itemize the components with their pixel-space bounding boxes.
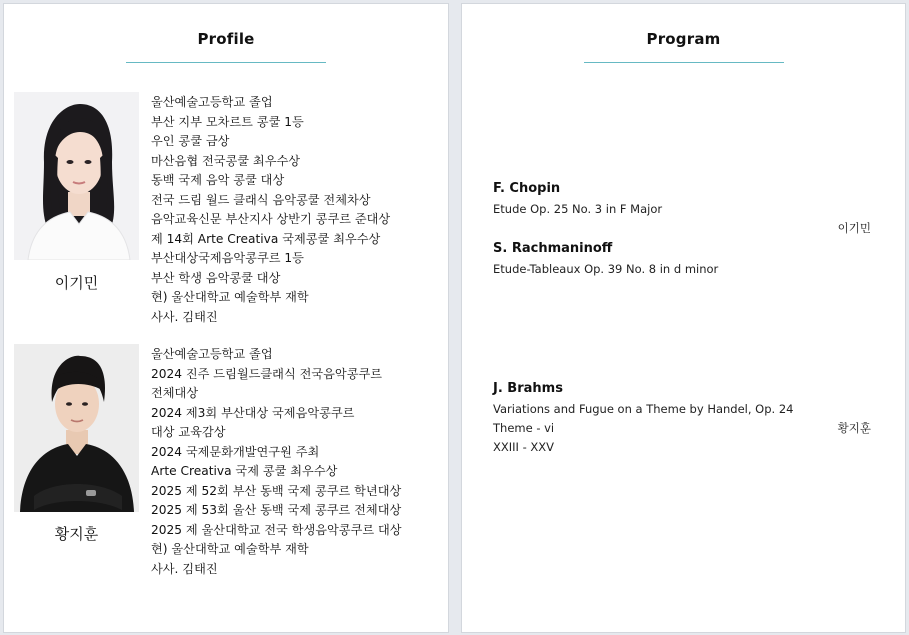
program-page — [461, 3, 906, 633]
performer-bio-2 — [151, 345, 402, 579]
performer-bio-1 — [151, 93, 390, 327]
bio-line: Arte Creativa 국제 콩쿨 최우수상 — [151, 464, 338, 478]
bio-line: 마산음협 전국콩쿨 최우수상 — [151, 153, 301, 168]
bio-line: 음악교육신문 부산지사 상반기 콩쿠르 준대상 — [151, 212, 391, 226]
profile-page — [3, 3, 449, 633]
bio-line: 2025 제 52회 부산 동백 국제 콩쿠르 학년대상 — [151, 483, 402, 498]
bio-line: 우인 콩쿨 금상 — [151, 134, 230, 148]
program-performer-2: 황지훈 — [837, 421, 871, 435]
bio-line: 2025 제 53회 울산 동백 국제 콩쿠르 전체대상 — [151, 503, 402, 517]
profile-heading: Profile — [197, 30, 255, 48]
performer-photo-2 — [14, 344, 139, 512]
bio-line: 2025 제 울산대학교 전국 학생음악콩쿠르 대상 — [151, 522, 402, 537]
portrait-illustration-2 — [14, 344, 139, 512]
bio-line: 2024 제3회 부산대상 국제음악콩쿠르 — [151, 405, 355, 420]
bio-line: 전체대상 — [151, 386, 199, 400]
performer-name-2: 황지훈 — [54, 525, 99, 543]
bio-line: 울산예술고등학교 졸업 — [151, 347, 273, 361]
work-brahms-theme: Theme - vi — [493, 421, 555, 435]
bio-line: 제 14회 Arte Creativa 국제콩쿨 최우수상 — [151, 231, 381, 246]
portrait-illustration-1 — [14, 92, 139, 260]
bio-line: 울산예술고등학교 졸업 — [151, 95, 273, 109]
bio-line: 현) 울산대학교 예술학부 재학 — [151, 290, 309, 304]
bio-line: 대상 교육감상 — [151, 425, 226, 439]
bio-line: 부산 지부 모차르트 콩쿨 1등 — [151, 114, 304, 129]
composer-chopin: F. Chopin — [493, 181, 561, 196]
bio-line: 동백 국제 음악 콩쿨 대상 — [151, 173, 285, 187]
profile-heading-rule — [126, 62, 326, 63]
work-brahms-variations: Variations and Fugue on a Theme by Handel, Op. 24 — [493, 402, 794, 416]
performer-name-1: 이기민 — [54, 274, 99, 292]
bio-line: 부산 학생 음악콩쿨 대상 — [151, 270, 281, 285]
work-rachmaninoff-etude: Etude-Tableaux Op. 39 No. 8 in d minor — [493, 262, 719, 276]
bio-line: 부산대상국제음악콩쿠르 1등 — [151, 251, 304, 265]
program-performer-1: 이기민 — [837, 221, 871, 235]
program-heading-rule — [584, 62, 784, 63]
bio-line: 현) 울산대학교 예술학부 재학 — [151, 542, 309, 556]
work-chopin-etude: Etude Op. 25 No. 3 in F Major — [493, 202, 663, 216]
composer-brahms: J. Brahms — [493, 381, 563, 396]
performer-photo-1 — [14, 92, 139, 260]
bio-line: 전국 드림 월드 클래식 음악콩쿨 전체차상 — [151, 192, 371, 207]
bio-line: 2024 진주 드림월드클래식 전국음악콩쿠르 — [151, 366, 383, 381]
bio-line: 사사. 김태진 — [151, 309, 218, 324]
work-brahms-xxiii: XXIII - XXV — [493, 440, 555, 454]
bio-line: 사사. 김태진 — [151, 561, 218, 576]
bio-line: 2024 국제문화개발연구원 주최 — [151, 444, 320, 459]
composer-rachmaninoff: S. Rachmaninoff — [493, 241, 613, 256]
program-heading: Program — [646, 30, 721, 48]
